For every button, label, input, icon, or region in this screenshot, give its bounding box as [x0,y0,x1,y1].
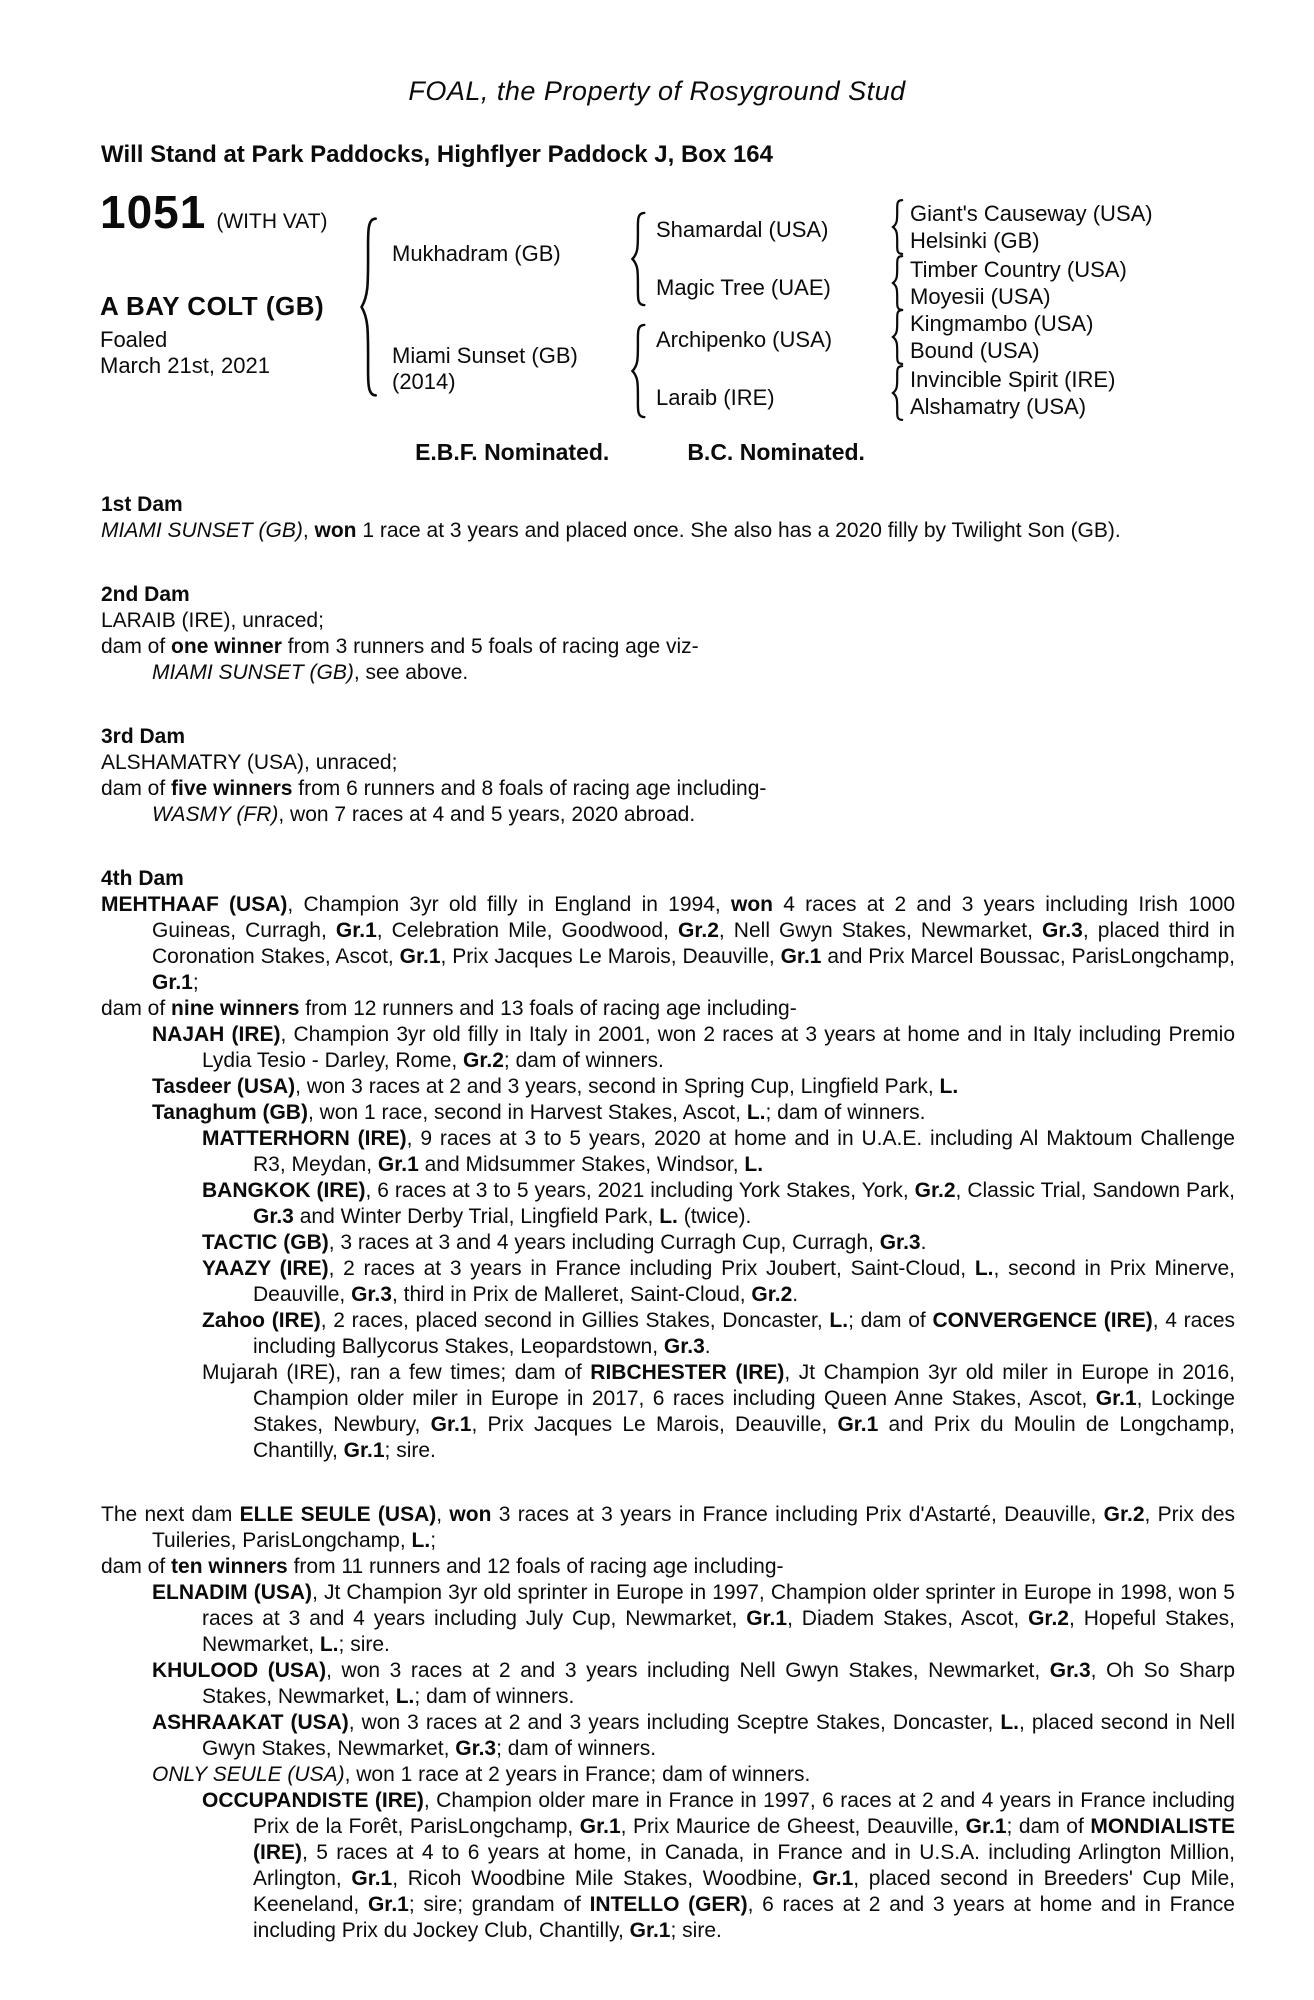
foaled-label: Foaled [100,327,168,352]
dam-section [101,492,1235,544]
dam-name: Miami Sunset (GB) [392,343,578,368]
nominations-line [73,439,1207,466]
sire-sire-sire-name: Giant's Causeway (USA) [910,201,1153,226]
pedigree-paragraph: The next dam ELLE SEULE (USA), won 3 races at 3 years in France including Prix d'Astarté, Deauville, Gr.2, Prix des Tuileries, ParisLongchamp, L.; [101,1503,1235,1552]
dam-section-heading: 3rd Dam [101,725,186,748]
dam-section [101,1502,1235,1944]
pedigree-paragraph: dam of five winners from 6 runners and 8 foals of racing age including- [101,777,767,800]
pedigree-paragraph: OCCUPANDISTE (IRE), Champion older mare in France in 1997, 6 races at 2 and 4 years in France including Prix de la Forêt, ParisLongchamp, Gr.1, Prix Maurice de Gheest, Deauville, Gr.1; dam of MONDIALISTE (IRE), 5 races at 4 to 6 years at home, in Canada, in France and in U.S.A. including Arlington Million, Arlington, Gr.1, Ricoh Woodbine Mile Stakes, Woodbine, Gr.1, placed second in Breeders' Cup Mile, Keeneland, Gr.1; sire; grandam of INTELLO (GER), 6 races at 2 and 3 years at home and in France including Prix du Jockey Club, Chantilly, Gr.1; sire. [202,1789,1235,1942]
brace-icon [888,309,905,365]
sire-dam-name: Magic Tree (UAE) [656,275,831,300]
dam-section-heading: 2nd Dam [101,583,190,606]
dam-section [101,866,1235,1464]
dam-sections [101,492,1235,1944]
sire-name: Mukhadram (GB) [392,241,561,266]
lot-number: 1051 [100,186,207,238]
brace-icon [888,255,905,311]
sire-sire-dam-name: Helsinki (GB) [910,228,1040,253]
pedigree-paragraph: MATTERHORN (IRE), 9 races at 3 to 5 years, 2020 at home and in U.A.E. including Al Maktoum Challenge R3, Meydan, Gr.1 and Midsummer Stakes, Windsor, L. [202,1127,1235,1176]
pedigree-paragraph: LARAIB (IRE), unraced; [101,609,324,632]
pedigree-paragraph: dam of one winner from 3 runners and 5 foals of racing age viz- [101,635,699,658]
brace-icon [888,365,905,421]
dam-dam-dam-name: Alshamatry (USA) [910,394,1087,419]
dam-sire-dam-name: Bound (USA) [910,338,1040,363]
dam-sire-sire-name: Kingmambo (USA) [910,311,1094,336]
ebf-nominated-label: E.B.F. Nominated. [415,439,610,465]
dam-year: (2014) [392,369,456,394]
pedigree-paragraph: ALSHAMATRY (USA), unraced; [101,751,398,774]
pedigree-paragraph: ELNADIM (USA), Jt Champion 3yr old sprinter in Europe in 1997, Champion older sprinter in Europe in 1998, won 5 races at 3 and 4 years including July Cup, Newmarket, Gr.1, Diadem Stakes, Ascot, Gr.2, Hopeful Stakes, Newmarket, L.; sire. [152,1581,1236,1656]
pedigree-paragraph: MIAMI SUNSET (GB), won 1 race at 3 years and placed once. She also has a 2020 filly by Twilight Son (GB). [101,519,1121,542]
pedigree-paragraph: MEHTHAAF (USA), Champion 3yr old filly in England in 1994, won 4 races at 2 and 3 years including Irish 1000 Guineas, Curragh, Gr.1, Celebration Mile, Goodwood, Gr.2, Nell Gwyn Stakes, Newmarket, Gr.3, placed third in Coronation Stakes, Ascot, Gr.1, Prix Jacques Le Marois, Deauville, Gr.1 and Prix Marcel Boussac, ParisLongchamp, Gr.1; [101,893,1235,994]
brace-icon [626,211,648,307]
dam-section-heading: 1st Dam [101,493,183,516]
pedigree-paragraph: BANGKOK (IRE), 6 races at 3 to 5 years, 2021 including York Stakes, York, Gr.2, Classic Trial, Sandown Park, Gr.3 and Winter Derby Trial, Lingfield Park, L. (twice). [202,1179,1236,1228]
pedigree-table [100,186,1314,431]
pedigree-paragraph: Tanaghum (GB), won 1 race, second in Harvest Stakes, Ascot, L.; dam of winners. [152,1101,926,1124]
foaled-date: March 21st, 2021 [100,353,270,378]
dam-sire-name: Archipenko (USA) [656,327,833,352]
pedigree-paragraph: NAJAH (IRE), Champion 3yr old filly in Italy in 2001, won 2 races at 3 years at home and in Italy including Premio Lydia Tesio - Darley, Rome, Gr.2; dam of winners. [152,1023,1236,1072]
pedigree-paragraph: Zahoo (IRE), 2 races, placed second in Gillies Stakes, Doncaster, L.; dam of CONVERGENCE (IRE), 4 races including Ballycorus Stakes, Leopardstown, Gr.3. [202,1309,1236,1358]
pedigree-paragraph: YAAZY (IRE), 2 races at 3 years in France including Prix Joubert, Saint-Cloud, L., second in Prix Minerve, Deauville, Gr.3, third in Prix de Malleret, Saint-Cloud, Gr.2. [202,1257,1235,1306]
sire-sire-name: Shamardal (USA) [656,217,829,242]
brace-icon [626,323,648,419]
vat-note: (WITH VAT) [216,210,328,233]
bc-nominated-label: B.C. Nominated. [687,439,865,465]
pedigree-paragraph: KHULOOD (USA), won 3 races at 2 and 3 years including Nell Gwyn Stakes, Newmarket, Gr.3, Oh So Sharp Stakes, Newmarket, L.; dam of winners. [152,1659,1235,1708]
pedigree-paragraph: ONLY SEULE (USA), won 1 race at 2 years in France; dam of winners. [152,1763,811,1786]
dam-section [101,724,1235,828]
pedigree-paragraph: Tasdeer (USA), won 3 races at 2 and 3 years, second in Spring Cup, Lingfield Park, L. [152,1075,959,1098]
pedigree-paragraph: dam of nine winners from 12 runners and 13 foals of racing age including- [101,997,797,1020]
dam-dam-sire-name: Invincible Spirit (IRE) [910,367,1116,392]
sire-dam-sire-name: Timber Country (USA) [910,257,1127,282]
brace-icon [888,199,905,255]
pedigree-paragraph: Mujarah (IRE), ran a few times; dam of RIBCHESTER (IRE), Jt Champion 3yr old miler in Europe in 2016, Champion older miler in Europe in 2017, 6 races including Queen Anne Stakes, Ascot, Gr.1, Lockinge Stakes, Newbury, Gr.1, Prix Jacques Le Marois, Deauville, Gr.1 and Prix du Moulin de Longchamp, Chantilly, Gr.1; sire. [202,1361,1236,1462]
dam-section [101,582,1235,686]
sire-dam-dam-name: Moyesii (USA) [910,284,1051,309]
lot-header [100,186,328,238]
stand-location-line: Will Stand at Park Paddocks, Highflyer Paddock J, Box 164 [101,141,773,168]
brace-icon [354,215,380,399]
lot-description: A BAY COLT (GB) [100,291,325,321]
pedigree-paragraph: MIAMI SUNSET (GB), see above. [152,661,469,684]
dam-section-heading: 4th Dam [101,867,184,890]
pedigree-paragraph: WASMY (FR), won 7 races at 4 and 5 years, 2020 abroad. [152,803,696,826]
pedigree-paragraph: ASHRAAKAT (USA), won 3 races at 2 and 3 years including Sceptre Stakes, Doncaster, L., placed second in Nell Gwyn Stakes, Newmarket, Gr.3; dam of winners. [152,1711,1235,1760]
pedigree-paragraph: TACTIC (GB), 3 races at 3 and 4 years including Curragh Cup, Curragh, Gr.3. [202,1231,927,1254]
pedigree-paragraph: dam of ten winners from 11 runners and 12 foals of racing age including- [101,1555,784,1578]
page-title: FOAL, the Property of Rosyground Stud [408,76,906,106]
dam-dam-name: Laraib (IRE) [656,385,775,410]
